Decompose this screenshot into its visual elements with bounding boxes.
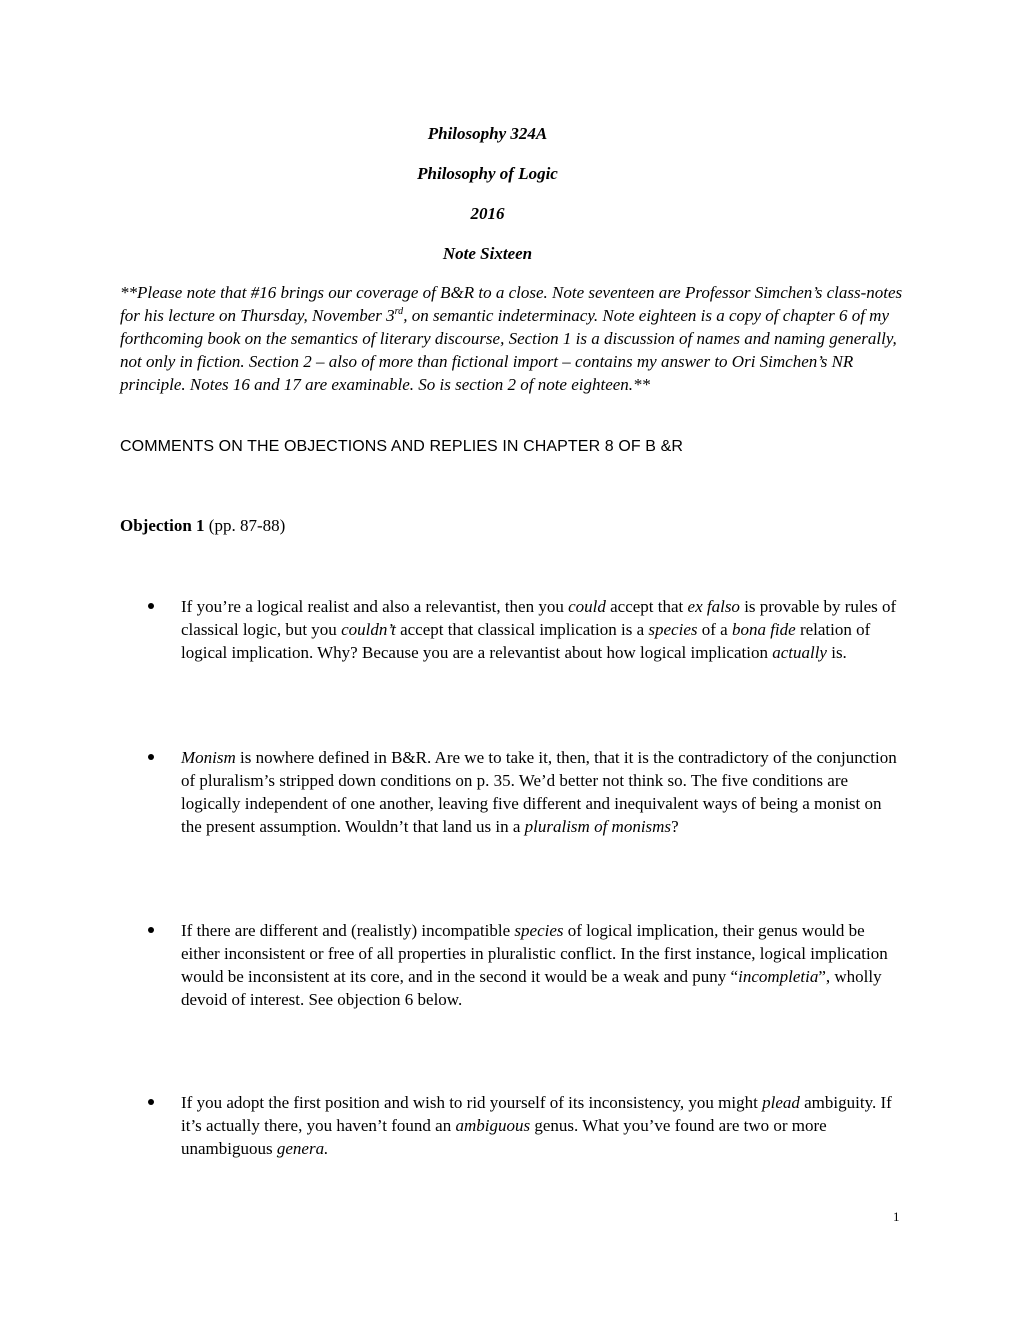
bullet-emphasis: incompletia — [738, 967, 819, 986]
bullet-item-4 — [181, 1091, 906, 1160]
bullet-text: of a — [697, 620, 732, 639]
objection-label: Objection 1 — [120, 516, 205, 535]
bullet-item-2 — [181, 746, 906, 838]
bullet-emphasis: actually — [772, 643, 827, 662]
bullet-emphasis: plead — [762, 1093, 800, 1112]
bullet-text: is provable by rules of classical logic, but you — [181, 597, 897, 639]
year: 2016 — [470, 204, 505, 223]
bullet-emphasis: species — [648, 620, 698, 639]
bullet-text: ? — [671, 817, 679, 836]
bullet-emphasis: couldn’t — [341, 620, 396, 639]
bullet-emphasis: pluralism of monisms — [524, 817, 672, 836]
bullet-item-3 — [181, 919, 906, 1011]
bullet-emphasis: Monism — [181, 748, 236, 767]
note-title: Note Sixteen — [442, 244, 533, 263]
page-number: 1 — [893, 1209, 900, 1224]
bullet-dot — [148, 603, 154, 609]
bullet-text: ”, wholly devoid of interest. See objection 6 below. — [181, 967, 882, 1009]
bullet-text: of logical implication, their genus would be either inconsistent or free of all properties in pluralistic conflict. In the first instance, logical implication would be inconsistent at its core, and in the second it would be a weak and puny “ — [181, 921, 888, 986]
bullet-dot — [148, 754, 154, 760]
notice-superscript: rd — [394, 306, 404, 317]
course-notice — [120, 281, 905, 396]
bullet-text: relation of logical implication. Why? Because you are a relevantist about how logical implication — [181, 620, 871, 662]
section-heading: COMMENTS ON THE OBJECTIONS AND REPLIES IN CHAPTER 8 OF B &R — [120, 438, 684, 455]
bullet-text: is. — [826, 643, 847, 662]
bullet-text: If there are different and (realistly) incompatible — [181, 921, 515, 940]
bullet-text: is nowhere defined in B&R. Are we to take it, then, that it is the contradictory of the conjunction of pluralism’s stripped down conditions on p. 35. We’d better not think so. The five conditions are logically independent of one another, leaving five different and inequivalent ways of being a monist on the present assumption. Wouldn’t that land us in a — [181, 748, 897, 836]
bullet-emphasis: species — [514, 921, 564, 940]
course-title: Philosophy 324A — [427, 124, 548, 143]
bullet-emphasis: bona fide — [731, 620, 796, 639]
notice-text-1: **Please note that #16 brings our coverage of B&R to a close. Note seventeen are Professor Simchen’s class-notes for his lecture on Thursday, November 3 — [120, 283, 903, 325]
bullet-emphasis: ambiguous — [455, 1116, 531, 1135]
bullet-dot — [148, 1099, 154, 1105]
bullet-dot — [148, 927, 154, 933]
bullet-text: genus. What you’ve found are two or more unambiguous — [181, 1116, 827, 1158]
bullet-emphasis: ex falso — [687, 597, 740, 616]
bullet-text: If you adopt the first position and wish to rid yourself of its inconsistency, you might — [181, 1093, 763, 1112]
bullet-text: accept that — [605, 597, 688, 616]
bullet-text: If you’re a logical realist and also a relevantist, then you — [181, 597, 569, 616]
document-title: Philosophy of Logic — [417, 164, 558, 183]
bullet-emphasis: could — [568, 597, 606, 616]
bullet-text: ambiguity. If it’s actually there, you haven’t found an — [181, 1093, 892, 1135]
bullet-text: accept that classical implication is a — [395, 620, 649, 639]
objection-heading — [120, 515, 285, 537]
notice-text-2: , on semantic indeterminacy. Note eighteen is a copy of chapter 6 of my forthcoming book on the semantics of literary discourse, Section 1 is a discussion of names and naming generally, not only in fiction. Section 2 – also of more than fictional import – contains my answer to Ori Simchen’s NR principle. Notes 16 and 17 are examinable. So is section 2 of note eighteen.** — [120, 306, 897, 394]
bullet-item-1 — [181, 595, 906, 664]
objection-pages: (pp. 87-88) — [204, 516, 286, 535]
bullet-emphasis: genera. — [276, 1139, 329, 1158]
